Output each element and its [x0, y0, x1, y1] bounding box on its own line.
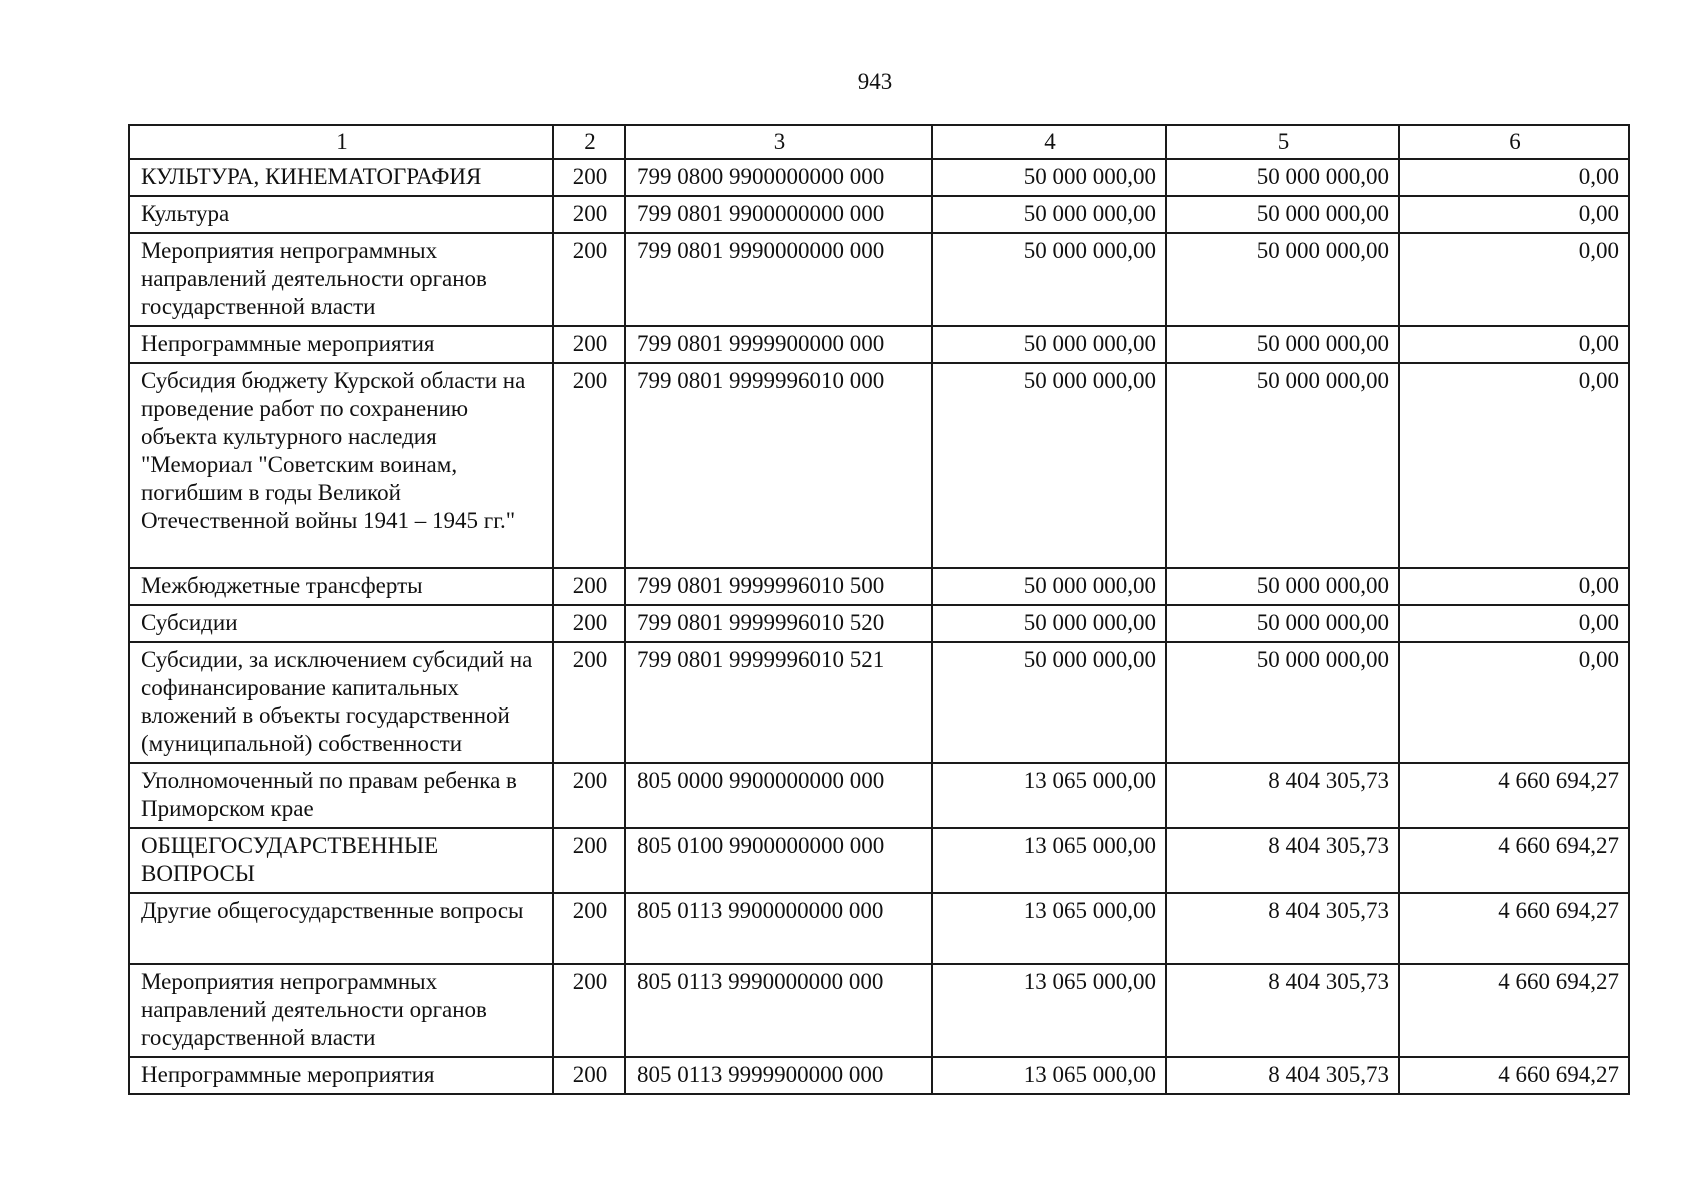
row-col4: 50 000 000,00: [932, 159, 1166, 196]
column-header: 3: [625, 125, 932, 159]
table-row: [129, 159, 1629, 196]
row-status: 200: [553, 828, 625, 893]
row-col5: 8 404 305,73: [1166, 1057, 1399, 1094]
row-status: 200: [553, 642, 625, 763]
row-status: 200: [553, 893, 625, 964]
table-row: [129, 763, 1629, 828]
row-name: Субсидия бюджету Курской области на проведение работ по сохранению объекта культурного наследия "Мемориал "Советским воинам, погибшим в годы Великой Отечественной войны 1941 – 1945 гг.": [129, 363, 553, 568]
row-col5: 50 000 000,00: [1166, 605, 1399, 642]
budget-table: [128, 124, 1630, 1095]
table-row: [129, 964, 1629, 1057]
row-name: Мероприятия непрограммных направлений деятельности органов государственной власти: [129, 233, 553, 326]
header-row: [129, 125, 1629, 159]
row-col6: 4 660 694,27: [1399, 1057, 1629, 1094]
table-row: [129, 642, 1629, 763]
row-name: Уполномоченный по правам ребенка в Приморском крае: [129, 763, 553, 828]
row-col5: 50 000 000,00: [1166, 568, 1399, 605]
row-col5: 50 000 000,00: [1166, 642, 1399, 763]
row-status: 200: [553, 1057, 625, 1094]
table-row: [129, 1057, 1629, 1094]
row-name: Субсидии, за исключением субсидий на софинансирование капитальных вложений в объекты государственной (муниципальной) собственности: [129, 642, 553, 763]
row-status: 200: [553, 196, 625, 233]
row-col6: 4 660 694,27: [1399, 964, 1629, 1057]
row-col4: 13 065 000,00: [932, 828, 1166, 893]
row-col4: 50 000 000,00: [932, 605, 1166, 642]
row-col4: 50 000 000,00: [932, 233, 1166, 326]
row-name: КУЛЬТУРА, КИНЕМАТОГРАФИЯ: [129, 159, 553, 196]
column-header: 6: [1399, 125, 1629, 159]
column-header: 4: [932, 125, 1166, 159]
row-code: 799 0801 9990000000 000: [625, 233, 932, 326]
table-row: [129, 605, 1629, 642]
row-name: Непрограммные мероприятия: [129, 326, 553, 363]
table-row: [129, 363, 1629, 568]
row-col5: 8 404 305,73: [1166, 828, 1399, 893]
row-col4: 50 000 000,00: [932, 642, 1166, 763]
row-status: 200: [553, 326, 625, 363]
column-header: 2: [553, 125, 625, 159]
row-col4: 13 065 000,00: [932, 1057, 1166, 1094]
row-status: 200: [553, 159, 625, 196]
row-code: 799 0801 9999996010 520: [625, 605, 932, 642]
row-code: 805 0000 9900000000 000: [625, 763, 932, 828]
table-row: [129, 326, 1629, 363]
row-code: 799 0801 9900000000 000: [625, 196, 932, 233]
row-col5: 50 000 000,00: [1166, 196, 1399, 233]
row-col6: 0,00: [1399, 196, 1629, 233]
row-code: 799 0800 9900000000 000: [625, 159, 932, 196]
row-col5: 50 000 000,00: [1166, 233, 1399, 326]
row-code: 805 0113 9900000000 000: [625, 893, 932, 964]
row-col4: 50 000 000,00: [932, 363, 1166, 568]
row-status: 200: [553, 233, 625, 326]
row-name: Другие общегосударственные вопросы: [129, 893, 553, 964]
row-col6: 0,00: [1399, 326, 1629, 363]
row-col6: 0,00: [1399, 363, 1629, 568]
row-col6: 0,00: [1399, 642, 1629, 763]
row-col5: 8 404 305,73: [1166, 964, 1399, 1057]
row-status: 200: [553, 763, 625, 828]
row-name: Субсидии: [129, 605, 553, 642]
table-row: [129, 828, 1629, 893]
column-header: 1: [129, 125, 553, 159]
row-col4: 50 000 000,00: [932, 196, 1166, 233]
row-col5: 50 000 000,00: [1166, 159, 1399, 196]
row-col4: 13 065 000,00: [932, 964, 1166, 1057]
table-row: [129, 568, 1629, 605]
page-number: 943: [857, 69, 893, 94]
row-col6: 4 660 694,27: [1399, 828, 1629, 893]
row-col6: 4 660 694,27: [1399, 893, 1629, 964]
row-code: 799 0801 9999996010 521: [625, 642, 932, 763]
row-col5: 50 000 000,00: [1166, 326, 1399, 363]
row-col6: 4 660 694,27: [1399, 763, 1629, 828]
table-row: [129, 196, 1629, 233]
row-status: 200: [553, 964, 625, 1057]
table-row: [129, 893, 1629, 964]
row-code: 805 0113 9999900000 000: [625, 1057, 932, 1094]
row-code: 799 0801 9999996010 500: [625, 568, 932, 605]
row-name: Непрограммные мероприятия: [129, 1057, 553, 1094]
row-code: 805 0100 9900000000 000: [625, 828, 932, 893]
row-col4: 50 000 000,00: [932, 568, 1166, 605]
row-status: 200: [553, 568, 625, 605]
row-code: 799 0801 9999900000 000: [625, 326, 932, 363]
row-col5: 8 404 305,73: [1166, 893, 1399, 964]
row-name: Мероприятия непрограммных направлений деятельности органов государственной власти: [129, 964, 553, 1057]
row-col6: 0,00: [1399, 605, 1629, 642]
column-header: 5: [1166, 125, 1399, 159]
row-status: 200: [553, 605, 625, 642]
row-col5: 8 404 305,73: [1166, 763, 1399, 828]
row-col4: 13 065 000,00: [932, 893, 1166, 964]
row-col6: 0,00: [1399, 159, 1629, 196]
row-name: Культура: [129, 196, 553, 233]
row-name: ОБЩЕГОСУДАРСТВЕННЫЕ ВОПРОСЫ: [129, 828, 553, 893]
row-col5: 50 000 000,00: [1166, 363, 1399, 568]
row-col4: 50 000 000,00: [932, 326, 1166, 363]
row-code: 799 0801 9999996010 000: [625, 363, 932, 568]
row-col6: 0,00: [1399, 233, 1629, 326]
row-col4: 13 065 000,00: [932, 763, 1166, 828]
row-col6: 0,00: [1399, 568, 1629, 605]
table-row: [129, 233, 1629, 326]
row-code: 805 0113 9990000000 000: [625, 964, 932, 1057]
row-status: 200: [553, 363, 625, 568]
row-name: Межбюджетные трансферты: [129, 568, 553, 605]
